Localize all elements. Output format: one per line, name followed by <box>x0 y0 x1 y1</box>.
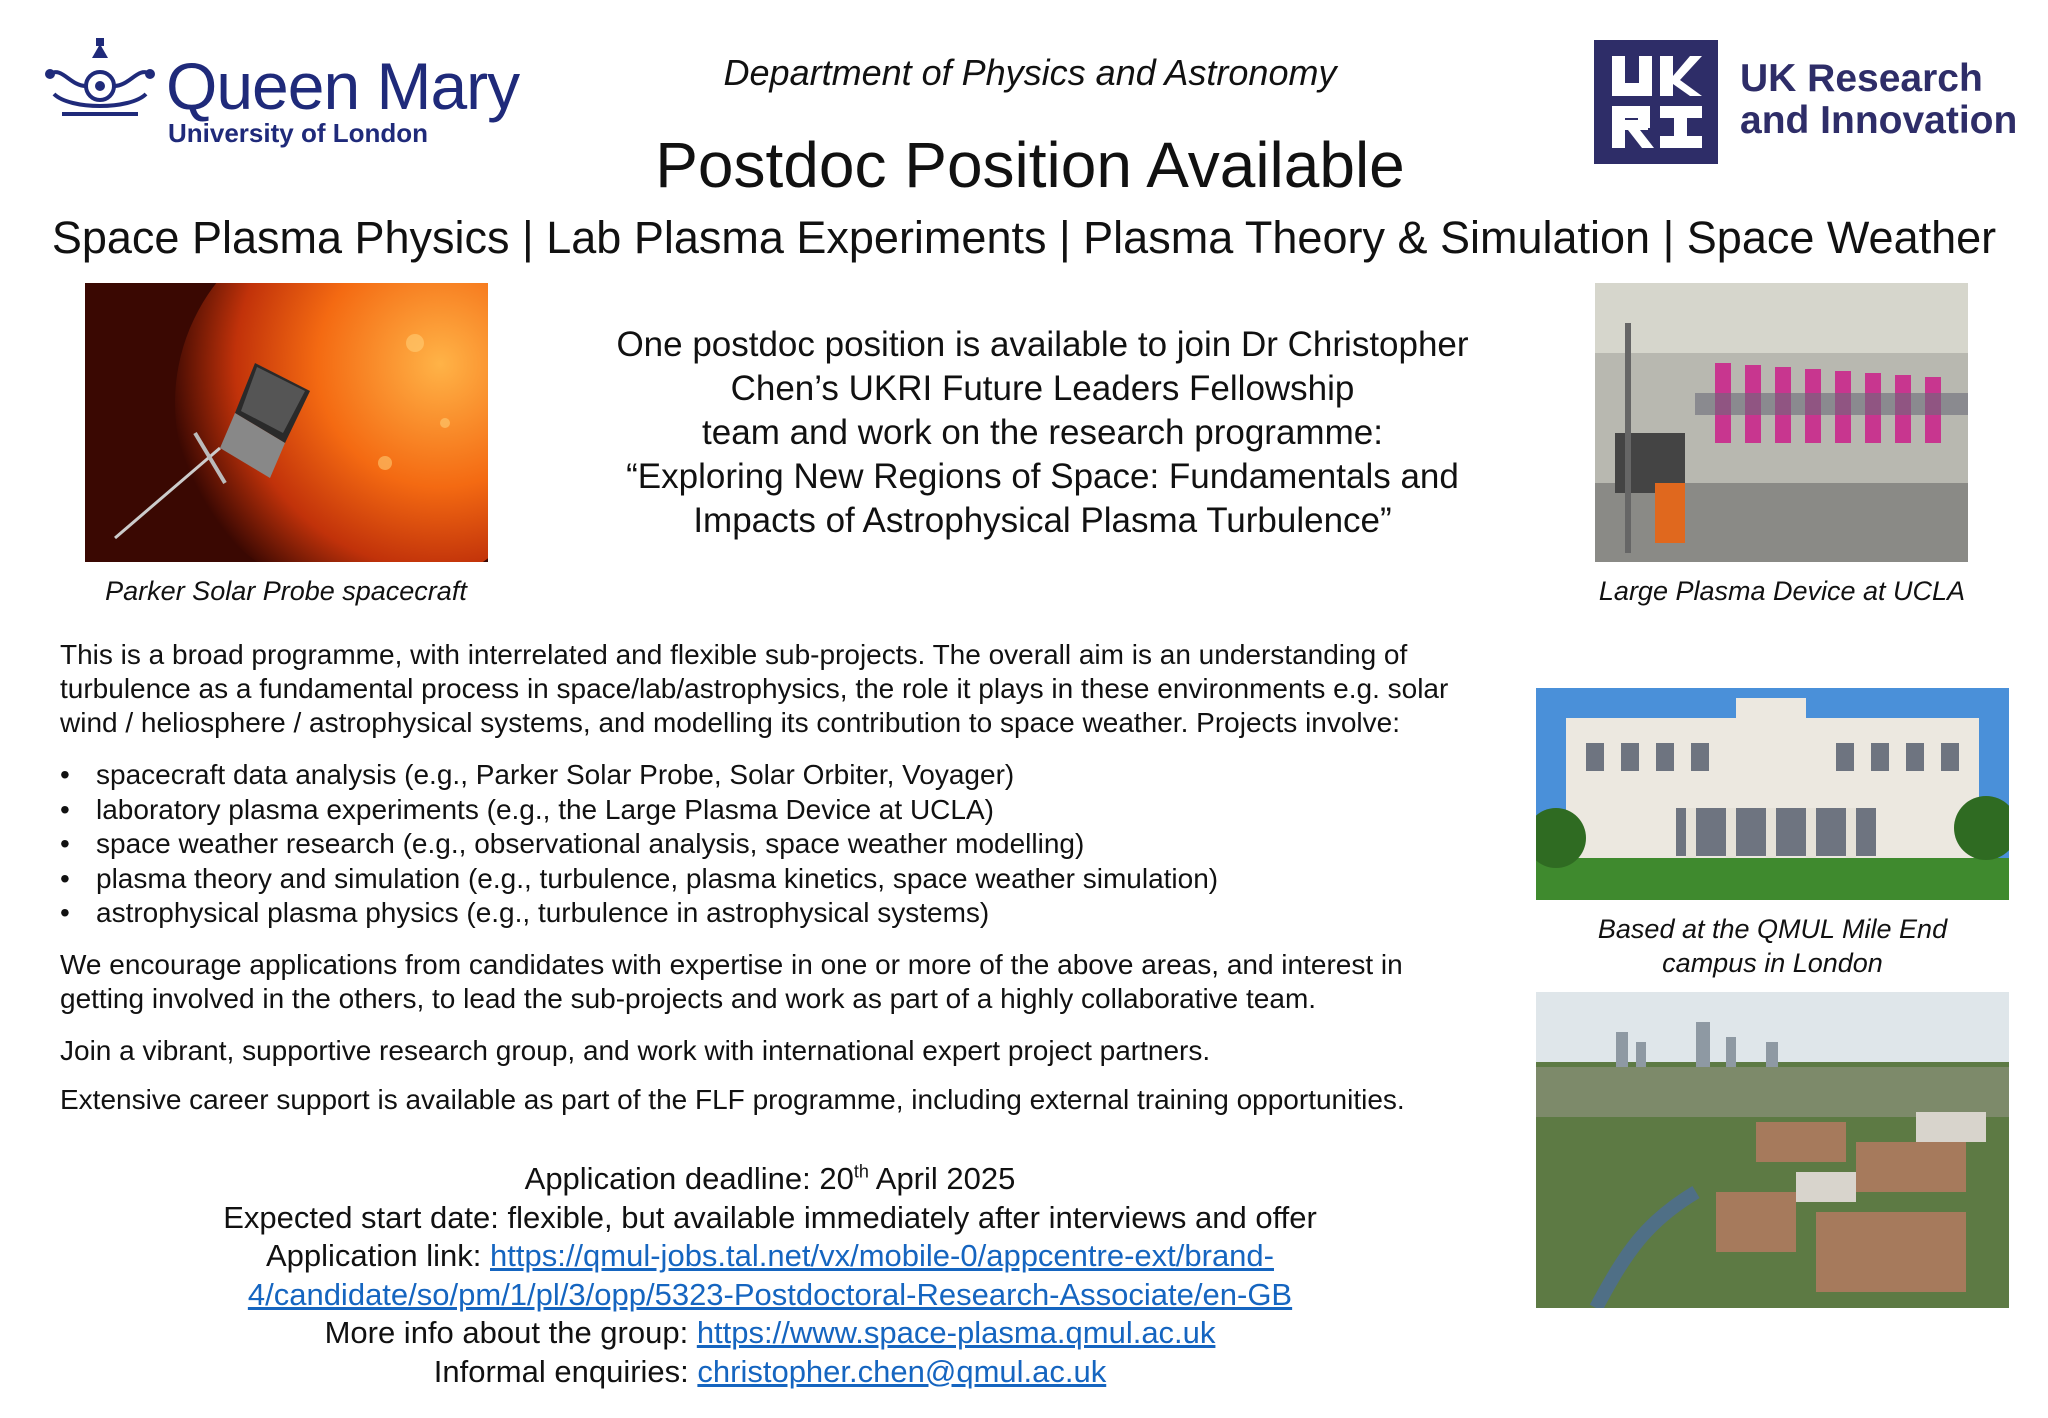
department-heading: Department of Physics and Astronomy <box>723 52 1337 93</box>
group-label: More info about the group: <box>324 1315 697 1350</box>
list-item: • space weather research (e.g., observational analysis, space weather modelling) <box>60 827 1510 862</box>
london-aerial-image <box>1536 992 2009 1308</box>
qm-logo-subtitle: University of London <box>168 118 428 148</box>
research-areas: Space Plasma Physics | Lab Plasma Experiments | Plasma Theory & Simulation | Space Weather <box>51 212 1997 263</box>
ukri-mark-icon <box>1594 40 1718 164</box>
campus-caption-line1: Based at the QMUL Mile End <box>1597 914 1948 944</box>
application-link-line2 <box>100 1276 1440 1315</box>
group-website-link[interactable]: https://www.space-plasma.qmul.ac.uk <box>696 1315 1216 1350</box>
enquiries-email-link[interactable]: christopher.chen@qmul.ac.uk <box>697 1353 1107 1389</box>
ukri-logo <box>1594 40 2034 164</box>
group-info-line <box>100 1314 1440 1353</box>
qm-crest-icon <box>40 36 160 126</box>
list-item: • plasma theory and simulation (e.g., turbulence, plasma kinetics, space weather simulation) <box>60 862 1510 897</box>
paragraph-line: wind / heliosphere / astrophysical systems, and modelling its contribution to space weather. Projects involve: <box>60 707 1401 738</box>
career-paragraph: Extensive career support is available as part of the FLF programme, including external training opportunities. <box>60 1084 1405 1115</box>
deadline-ordinal: th <box>853 1161 869 1182</box>
intro-line: Chen’s UKRI Future Leaders Fellowship <box>730 369 1355 408</box>
parker-solar-probe-image <box>85 283 488 562</box>
application-link[interactable]: https://qmul-jobs.tal.net/vx/mobile-0/appcentre-ext/brand- <box>490 1238 1274 1273</box>
application-link-continued[interactable]: 4/candidate/so/pm/1/pl/3/opp/5323-Postdoctoral-Research-Associate/en-GB <box>247 1276 1293 1312</box>
project-list <box>60 758 1510 931</box>
deadline-month: April 2025 <box>868 1161 1016 1196</box>
list-item: • astrophysical plasma physics (e.g., turbulence in astrophysical systems) <box>60 896 1510 931</box>
encourage-paragraph <box>60 948 1510 1016</box>
enquiries-label: Informal enquiries: <box>433 1353 698 1389</box>
programme-description <box>60 638 1510 740</box>
ukri-line2: and Innovation <box>1740 99 2018 142</box>
large-plasma-device-image <box>1595 283 1968 562</box>
start-date: Expected start date: flexible, but available immediately after interviews and offer <box>223 1199 1317 1235</box>
lpd-caption: Large Plasma Device at UCLA <box>1598 576 1966 606</box>
intro-line: One postdoc position is available to join Dr Christopher <box>616 325 1469 364</box>
paragraph-line: turbulence as a fundamental process in space/lab/astrophysics, the role it plays in these environments e.g. solar <box>60 673 1449 704</box>
application-details <box>100 1160 1440 1391</box>
intro-text <box>560 323 1525 543</box>
intro-line: team and work on the research programme: <box>702 413 1383 452</box>
deadline-label: Application deadline: 20 <box>524 1161 854 1196</box>
intro-line: “Exploring New Regions of Space: Fundamentals and <box>626 457 1459 496</box>
paragraph-line: We encourage applications from candidates with expertise in one or more of the above areas, and interest in <box>60 949 1403 980</box>
ukri-wordmark <box>1740 58 2017 142</box>
paragraph-line: This is a broad programme, with interrelated and flexible sub-projects. The overall aim is an understanding of <box>60 639 1408 670</box>
campus-caption-line2: campus in London <box>1662 948 1883 978</box>
campus-caption <box>1536 912 2009 980</box>
join-paragraph: Join a vibrant, supportive research group, and work with international expert project partners. <box>60 1035 1211 1066</box>
list-item: • spacecraft data analysis (e.g., Parker Solar Probe, Solar Orbiter, Voyager) <box>60 758 1510 793</box>
application-link-line <box>100 1237 1440 1276</box>
application-label: Application link: <box>265 1238 490 1273</box>
intro-line: Impacts of Astrophysical Plasma Turbulence” <box>693 501 1392 540</box>
list-item: • laboratory plasma experiments (e.g., the Large Plasma Device at UCLA) <box>60 793 1510 828</box>
paragraph-line: getting involved in the others, to lead the sub-projects and work as part of a highly collaborative team. <box>60 983 1317 1014</box>
qmul-building-image <box>1536 688 2009 900</box>
qm-logo-name: Queen Mary <box>166 49 520 123</box>
page-title: Postdoc Position Available <box>655 129 1405 201</box>
deadline-line <box>100 1160 1440 1199</box>
probe-caption: Parker Solar Probe spacecraft <box>105 576 467 606</box>
enquiries-line <box>100 1353 1440 1392</box>
ukri-line1: UK Research <box>1740 57 1983 100</box>
